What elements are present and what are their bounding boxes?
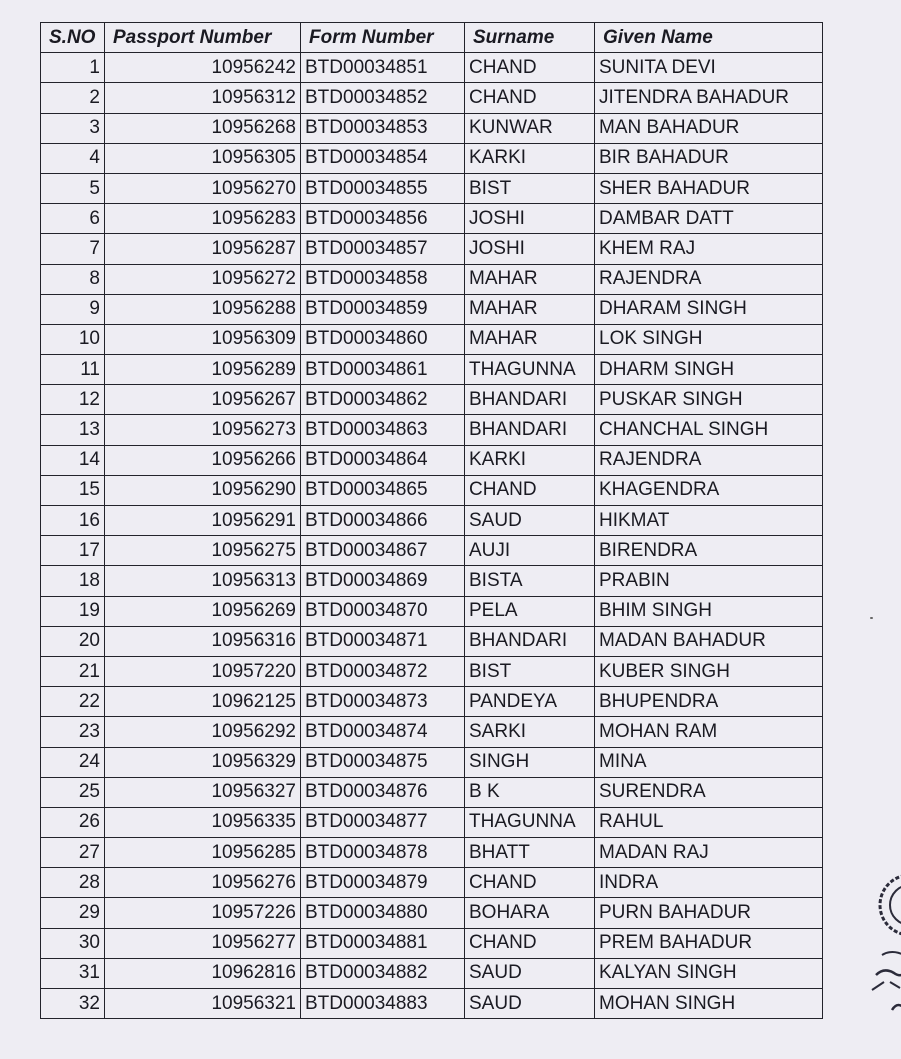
sno-cell: 14: [41, 445, 105, 475]
surname-cell: CHAND: [465, 53, 595, 83]
passport-number-cell: 10956291: [105, 506, 301, 536]
passport-number-cell: 10956329: [105, 747, 301, 777]
surname-cell: BHANDARI: [465, 385, 595, 415]
surname-cell: SAUD: [465, 989, 595, 1019]
sno-cell: 18: [41, 566, 105, 596]
form-number-cell: BTD00034855: [301, 173, 465, 203]
given-name-cell: DHARM SINGH: [595, 355, 823, 385]
given-name-cell: MOHAN SINGH: [595, 989, 823, 1019]
table-body: [41, 53, 823, 1019]
form-number-cell: BTD00034863: [301, 415, 465, 445]
passport-number-cell: 10956335: [105, 807, 301, 837]
passport-list-table: [40, 22, 823, 1019]
form-number-cell: BTD00034883: [301, 989, 465, 1019]
sno-cell: 28: [41, 868, 105, 898]
given-name-cell: RAJENDRA: [595, 445, 823, 475]
header-form-number: Form Number: [301, 23, 465, 53]
header-sno: S.NO: [41, 23, 105, 53]
form-number-cell: BTD00034870: [301, 596, 465, 626]
table-row: [41, 958, 823, 988]
sno-cell: 16: [41, 506, 105, 536]
given-name-cell: SURENDRA: [595, 777, 823, 807]
form-number-cell: BTD00034859: [301, 294, 465, 324]
form-number-cell: BTD00034852: [301, 83, 465, 113]
table-row: [41, 838, 823, 868]
table-row: [41, 989, 823, 1019]
surname-cell: SAUD: [465, 958, 595, 988]
table-row: [41, 385, 823, 415]
surname-cell: BIST: [465, 173, 595, 203]
form-number-cell: BTD00034861: [301, 355, 465, 385]
sno-cell: 24: [41, 747, 105, 777]
given-name-cell: BIR BAHADUR: [595, 143, 823, 173]
given-name-cell: BHUPENDRA: [595, 687, 823, 717]
sno-cell: 21: [41, 656, 105, 686]
form-number-cell: BTD00034877: [301, 807, 465, 837]
passport-number-cell: 10956287: [105, 234, 301, 264]
passport-number-cell: 10956288: [105, 294, 301, 324]
sno-cell: 15: [41, 475, 105, 505]
given-name-cell: MOHAN RAM: [595, 717, 823, 747]
given-name-cell: BIRENDRA: [595, 536, 823, 566]
given-name-cell: SHER BAHADUR: [595, 173, 823, 203]
surname-cell: BIST: [465, 656, 595, 686]
surname-cell: JOSHI: [465, 234, 595, 264]
passport-number-cell: 10956273: [105, 415, 301, 445]
sno-cell: 11: [41, 355, 105, 385]
surname-cell: BISTA: [465, 566, 595, 596]
table-row: [41, 536, 823, 566]
given-name-cell: PRABIN: [595, 566, 823, 596]
table-row: [41, 83, 823, 113]
form-number-cell: BTD00034857: [301, 234, 465, 264]
sno-cell: 32: [41, 989, 105, 1019]
table-row: [41, 143, 823, 173]
header-passport-number: Passport Number: [105, 23, 301, 53]
surname-cell: BHANDARI: [465, 626, 595, 656]
surname-cell: BHATT: [465, 838, 595, 868]
passport-number-cell: 10956277: [105, 928, 301, 958]
table-row: [41, 475, 823, 505]
passport-number-cell: 10956292: [105, 717, 301, 747]
given-name-cell: MADAN BAHADUR: [595, 626, 823, 656]
table-row: [41, 506, 823, 536]
form-number-cell: BTD00034879: [301, 868, 465, 898]
form-number-cell: BTD00034860: [301, 324, 465, 354]
passport-number-cell: 10962125: [105, 687, 301, 717]
sno-cell: 20: [41, 626, 105, 656]
form-number-cell: BTD00034882: [301, 958, 465, 988]
table-header-row: [41, 23, 823, 53]
form-number-cell: BTD00034869: [301, 566, 465, 596]
passport-number-cell: 10956272: [105, 264, 301, 294]
table-row: [41, 264, 823, 294]
table-row: [41, 807, 823, 837]
sno-cell: 31: [41, 958, 105, 988]
given-name-cell: DAMBAR DATT: [595, 204, 823, 234]
form-number-cell: BTD00034853: [301, 113, 465, 143]
given-name-cell: INDRA: [595, 868, 823, 898]
given-name-cell: RAJENDRA: [595, 264, 823, 294]
sno-cell: 5: [41, 173, 105, 203]
passport-number-cell: 10956290: [105, 475, 301, 505]
passport-number-cell: 10957220: [105, 656, 301, 686]
sno-cell: 7: [41, 234, 105, 264]
surname-cell: KUNWAR: [465, 113, 595, 143]
table-row: [41, 898, 823, 928]
form-number-cell: BTD00034851: [301, 53, 465, 83]
sno-cell: 4: [41, 143, 105, 173]
form-number-cell: BTD00034862: [301, 385, 465, 415]
given-name-cell: JITENDRA BAHADUR: [595, 83, 823, 113]
form-number-cell: BTD00034872: [301, 656, 465, 686]
surname-cell: THAGUNNA: [465, 807, 595, 837]
sno-cell: 17: [41, 536, 105, 566]
passport-number-cell: 10956321: [105, 989, 301, 1019]
given-name-cell: HIKMAT: [595, 506, 823, 536]
official-seal-icon: [862, 850, 901, 1030]
surname-cell: JOSHI: [465, 204, 595, 234]
given-name-cell: MADAN RAJ: [595, 838, 823, 868]
table-row: [41, 656, 823, 686]
surname-cell: AUJI: [465, 536, 595, 566]
passport-number-cell: 10956275: [105, 536, 301, 566]
passport-number-cell: 10956268: [105, 113, 301, 143]
given-name-cell: RAHUL: [595, 807, 823, 837]
passport-number-cell: 10956285: [105, 838, 301, 868]
passport-number-cell: 10956313: [105, 566, 301, 596]
surname-cell: SAUD: [465, 506, 595, 536]
given-name-cell: KHEM RAJ: [595, 234, 823, 264]
surname-cell: MAHAR: [465, 264, 595, 294]
surname-cell: B K: [465, 777, 595, 807]
surname-cell: SARKI: [465, 717, 595, 747]
given-name-cell: PUSKAR SINGH: [595, 385, 823, 415]
table-row: [41, 113, 823, 143]
form-number-cell: BTD00034856: [301, 204, 465, 234]
passport-number-cell: 10956276: [105, 868, 301, 898]
given-name-cell: PREM BAHADUR: [595, 928, 823, 958]
form-number-cell: BTD00034878: [301, 838, 465, 868]
sno-cell: 19: [41, 596, 105, 626]
table-row: [41, 747, 823, 777]
table-row: [41, 687, 823, 717]
table-row: [41, 777, 823, 807]
table-row: [41, 324, 823, 354]
surname-cell: PELA: [465, 596, 595, 626]
table-row: [41, 445, 823, 475]
surname-cell: MAHAR: [465, 324, 595, 354]
table-row: [41, 928, 823, 958]
header-surname: Surname: [465, 23, 595, 53]
header-given-name: Given Name: [595, 23, 823, 53]
form-number-cell: BTD00034854: [301, 143, 465, 173]
passport-number-cell: 10956283: [105, 204, 301, 234]
passport-number-cell: 10962816: [105, 958, 301, 988]
sno-cell: 30: [41, 928, 105, 958]
form-number-cell: BTD00034876: [301, 777, 465, 807]
given-name-cell: PURN BAHADUR: [595, 898, 823, 928]
sno-cell: 26: [41, 807, 105, 837]
passport-number-cell: 10956289: [105, 355, 301, 385]
form-number-cell: BTD00034875: [301, 747, 465, 777]
sno-cell: 27: [41, 838, 105, 868]
table-row: [41, 717, 823, 747]
sno-cell: 10: [41, 324, 105, 354]
surname-cell: CHAND: [465, 868, 595, 898]
passport-number-cell: 10956270: [105, 173, 301, 203]
passport-number-cell: 10956267: [105, 385, 301, 415]
sno-cell: 2: [41, 83, 105, 113]
surname-cell: KARKI: [465, 445, 595, 475]
table-row: [41, 596, 823, 626]
sno-cell: 3: [41, 113, 105, 143]
surname-cell: THAGUNNA: [465, 355, 595, 385]
passport-number-cell: 10956312: [105, 83, 301, 113]
given-name-cell: BHIM SINGH: [595, 596, 823, 626]
form-number-cell: BTD00034864: [301, 445, 465, 475]
document-sheet: [40, 22, 824, 1019]
sno-cell: 8: [41, 264, 105, 294]
sno-cell: 23: [41, 717, 105, 747]
passport-number-cell: 10956309: [105, 324, 301, 354]
sno-cell: 9: [41, 294, 105, 324]
given-name-cell: SUNITA DEVI: [595, 53, 823, 83]
surname-cell: BOHARA: [465, 898, 595, 928]
surname-cell: PANDEYA: [465, 687, 595, 717]
passport-number-cell: 10956269: [105, 596, 301, 626]
surname-cell: CHAND: [465, 928, 595, 958]
given-name-cell: LOK SINGH: [595, 324, 823, 354]
form-number-cell: BTD00034880: [301, 898, 465, 928]
table-row: [41, 868, 823, 898]
passport-number-cell: 10956266: [105, 445, 301, 475]
table-row: [41, 566, 823, 596]
surname-cell: KARKI: [465, 143, 595, 173]
given-name-cell: KHAGENDRA: [595, 475, 823, 505]
sno-cell: 1: [41, 53, 105, 83]
sno-cell: 12: [41, 385, 105, 415]
form-number-cell: BTD00034881: [301, 928, 465, 958]
given-name-cell: CHANCHAL SINGH: [595, 415, 823, 445]
surname-cell: BHANDARI: [465, 415, 595, 445]
passport-number-cell: 10956316: [105, 626, 301, 656]
table-row: [41, 626, 823, 656]
given-name-cell: KALYAN SINGH: [595, 958, 823, 988]
form-number-cell: BTD00034866: [301, 506, 465, 536]
given-name-cell: KUBER SINGH: [595, 656, 823, 686]
surname-cell: SINGH: [465, 747, 595, 777]
form-number-cell: BTD00034858: [301, 264, 465, 294]
table-row: [41, 294, 823, 324]
table-row: [41, 415, 823, 445]
passport-number-cell: 10956327: [105, 777, 301, 807]
form-number-cell: BTD00034874: [301, 717, 465, 747]
form-number-cell: BTD00034867: [301, 536, 465, 566]
passport-number-cell: 10956242: [105, 53, 301, 83]
sno-cell: 25: [41, 777, 105, 807]
form-number-cell: BTD00034871: [301, 626, 465, 656]
sno-cell: 13: [41, 415, 105, 445]
table-row: [41, 355, 823, 385]
table-row: [41, 234, 823, 264]
ink-speck: [870, 617, 873, 619]
table-row: [41, 173, 823, 203]
table-row: [41, 53, 823, 83]
surname-cell: CHAND: [465, 475, 595, 505]
sno-cell: 29: [41, 898, 105, 928]
given-name-cell: DHARAM SINGH: [595, 294, 823, 324]
form-number-cell: BTD00034865: [301, 475, 465, 505]
surname-cell: MAHAR: [465, 294, 595, 324]
form-number-cell: BTD00034873: [301, 687, 465, 717]
passport-number-cell: 10957226: [105, 898, 301, 928]
sno-cell: 6: [41, 204, 105, 234]
passport-number-cell: 10956305: [105, 143, 301, 173]
given-name-cell: MINA: [595, 747, 823, 777]
table-row: [41, 204, 823, 234]
given-name-cell: MAN BAHADUR: [595, 113, 823, 143]
sno-cell: 22: [41, 687, 105, 717]
surname-cell: CHAND: [465, 83, 595, 113]
